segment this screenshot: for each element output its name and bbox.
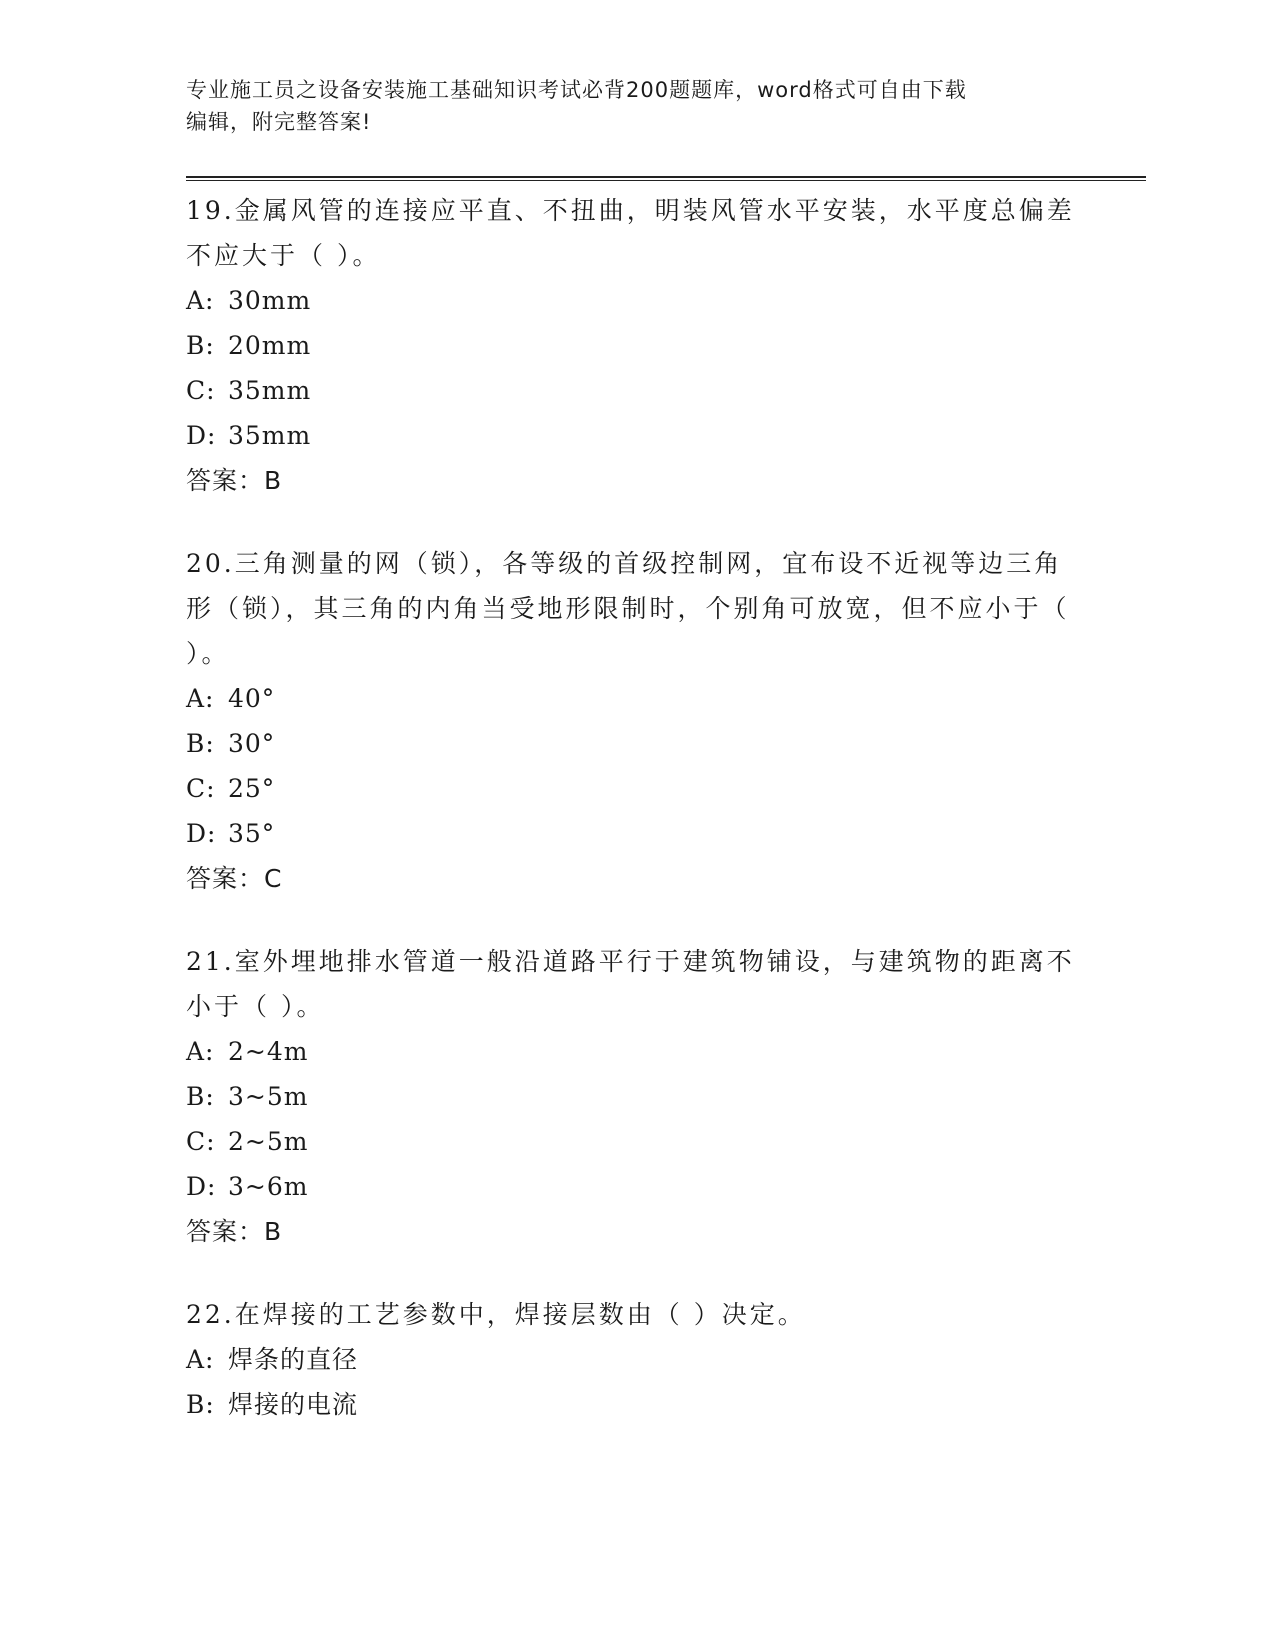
question-text: 21.室外埋地排水管道一般沿道路平行于建筑物铺设，与建筑物的距离不小于（ ）。 <box>186 947 1075 1021</box>
option-d <box>186 1164 1086 1209</box>
option-value: 20mm <box>228 331 312 360</box>
option-letter: C: <box>186 376 216 405</box>
option-b <box>186 323 1086 368</box>
option-letter: B: <box>186 729 215 758</box>
option-c <box>186 368 1086 413</box>
option-letter: B: <box>186 1390 215 1419</box>
question-22 <box>186 1292 1086 1427</box>
option-value: 30mm <box>228 286 312 315</box>
option-letter: A: <box>186 1037 215 1066</box>
option-c <box>186 766 1086 811</box>
question-20 <box>186 541 1086 901</box>
option-letter: B: <box>186 331 215 360</box>
option-letter: B: <box>186 1082 215 1111</box>
option-value: 2~5m <box>228 1127 309 1156</box>
option-c <box>186 1119 1086 1164</box>
option-value: 3~5m <box>228 1082 309 1111</box>
option-letter: C: <box>186 774 216 803</box>
option-d <box>186 413 1086 458</box>
option-value: 焊接的电流 <box>228 1390 359 1419</box>
option-value: 3~6m <box>228 1172 309 1201</box>
answer: 答案：B <box>186 466 283 495</box>
option-letter: A: <box>186 684 215 713</box>
option-letter: D: <box>186 1172 217 1201</box>
header-divider <box>186 176 1146 181</box>
option-a <box>186 1029 1086 1074</box>
answer: 答案：C <box>186 864 283 893</box>
option-value: 2~4m <box>228 1037 309 1066</box>
question-21 <box>186 939 1086 1254</box>
question-list <box>186 188 1086 1465</box>
option-value: 30° <box>228 729 276 758</box>
option-value: 35° <box>228 819 276 848</box>
option-value: 35mm <box>228 421 312 450</box>
header-line-1: 专业施工员之设备安装施工基础知识考试必背200题题库，word格式可自由下载 <box>186 78 967 102</box>
question-text: 20.三角测量的网（锁），各等级的首级控制网，宜布设不近视等边三角形（锁），其三角的内角当受地形限制时，个别角可放宽，但不应小于（ ）。 <box>186 549 1070 668</box>
answer: 答案：B <box>186 1217 283 1246</box>
document-header <box>186 74 1066 138</box>
option-b <box>186 721 1086 766</box>
option-a <box>186 1337 1086 1382</box>
option-b <box>186 1382 1086 1427</box>
option-value: 25° <box>228 774 276 803</box>
option-a <box>186 676 1086 721</box>
option-value: 焊条的直径 <box>228 1345 359 1374</box>
option-value: 35mm <box>228 376 312 405</box>
option-letter: A: <box>186 1345 215 1374</box>
option-d <box>186 811 1086 856</box>
option-letter: D: <box>186 819 217 848</box>
option-letter: C: <box>186 1127 216 1156</box>
header-line-2: 编辑，附完整答案! <box>186 110 372 134</box>
option-a <box>186 278 1086 323</box>
option-letter: A: <box>186 286 215 315</box>
question-19 <box>186 188 1086 503</box>
option-value: 40° <box>228 684 276 713</box>
question-text: 22.在焊接的工艺参数中，焊接层数由（ ）决定。 <box>186 1300 806 1329</box>
option-letter: D: <box>186 421 217 450</box>
option-b <box>186 1074 1086 1119</box>
question-text: 19.金属风管的连接应平直、不扭曲，明装风管水平安装，水平度总偏差不应大于（ ）。 <box>186 196 1075 270</box>
